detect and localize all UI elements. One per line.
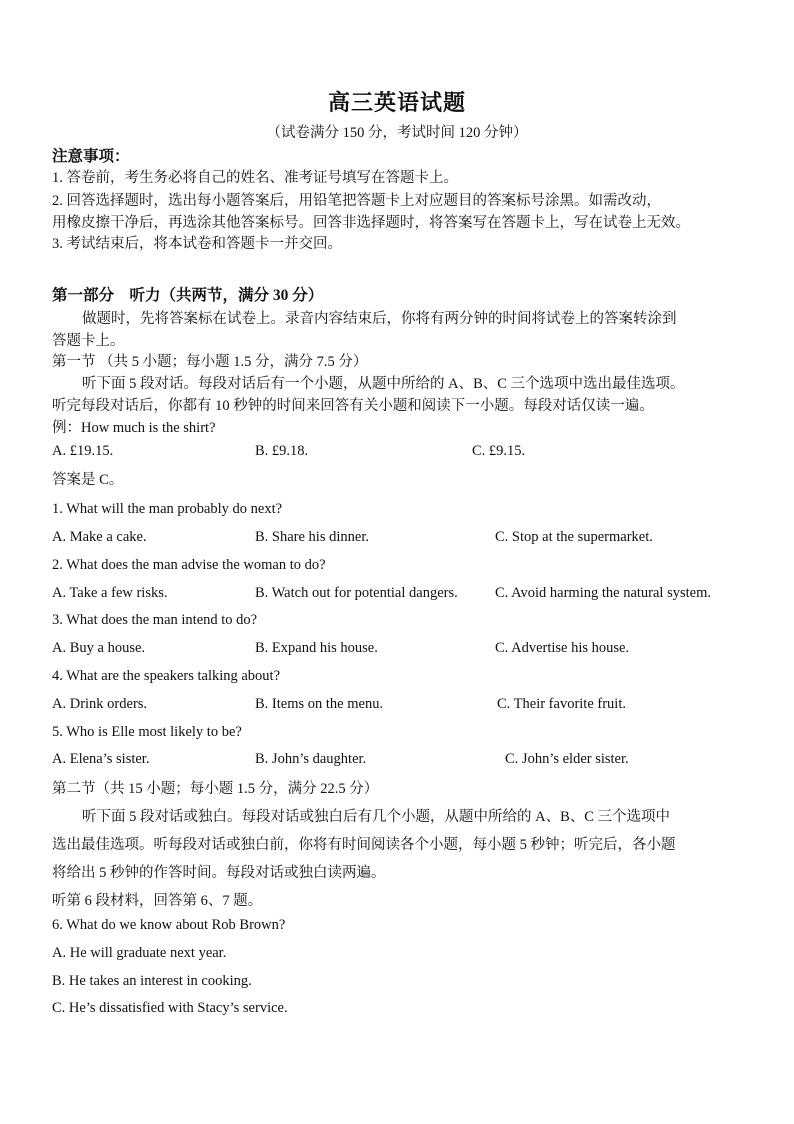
section2-instruction: 选出最佳选项。听每段对话或独白前，你将有时间阅读各个小题，每小题 5 秒钟；听完后，各小题 bbox=[52, 837, 676, 853]
question-3: 3. What does the man intend to do? bbox=[52, 612, 258, 628]
section1-instruction: 听完每段对话后，你都有 10 秒钟的时间来回答有关小题和阅读下一小题。每段对话仅读一遍。 bbox=[52, 398, 654, 414]
q3-option-b: B. Expand his house. bbox=[255, 640, 378, 656]
q5-option-c: C. John’s elder sister. bbox=[505, 751, 629, 767]
question-2: 2. What does the man advise the woman to do? bbox=[52, 557, 326, 573]
question-1: 1. What will the man probably do next? bbox=[52, 501, 283, 517]
notice-line: 用橡皮擦干净后，再选涂其他答案标号。回答非选择题时，将答案写在答题卡上，写在试卷上无效。 bbox=[52, 215, 690, 231]
q6-option-a: A. He will graduate next year. bbox=[52, 945, 227, 961]
q3-option-c: C. Advertise his house. bbox=[495, 640, 630, 656]
q6-option-c: C. He’s dissatisfied with Stacy’s service. bbox=[52, 1000, 288, 1016]
exam-info: （试卷满分 150 分，考试时间 120 分钟） bbox=[266, 125, 528, 141]
example-option-b: B. £9.18. bbox=[255, 443, 309, 459]
question-6: 6. What do we know about Rob Brown? bbox=[52, 917, 286, 933]
q2-option-a: A. Take a few risks. bbox=[52, 585, 168, 601]
q1-option-a: A. Make a cake. bbox=[52, 529, 147, 545]
section2-heading: 第二节（共 15 小题；每小题 1.5 分，满分 22.5 分） bbox=[52, 781, 379, 797]
q4-option-c: C. Their favorite fruit. bbox=[497, 696, 626, 712]
q5-option-a: A. Elena’s sister. bbox=[52, 751, 150, 767]
material-note: 听第 6 段材料，回答第 6、7 题。 bbox=[52, 893, 263, 909]
section1-heading: 第一节 （共 5 小题；每小题 1.5 分，满分 7.5 分） bbox=[52, 354, 368, 370]
question-4: 4. What are the speakers talking about? bbox=[52, 668, 281, 684]
q2-option-b: B. Watch out for potential dangers. bbox=[255, 585, 458, 601]
notice-heading: 注意事项： bbox=[52, 148, 130, 165]
example-option-c: C. £9.15. bbox=[472, 443, 526, 459]
section1-instruction: 听下面 5 段对话。每段对话后有一个小题，从题中所给的 A、B、C 三个选项中选出最佳选项。 bbox=[82, 376, 685, 392]
part1-heading: 第一部分 听力（共两节，满分 30 分） bbox=[52, 287, 324, 304]
q2-option-c: C. Avoid harming the natural system. bbox=[495, 585, 711, 601]
section2-instruction: 听下面 5 段对话或独白。每段对话或独白后有几个小题，从题中所给的 A、B、C 三个选项中 bbox=[82, 809, 671, 825]
q4-option-b: B. Items on the menu. bbox=[255, 696, 384, 712]
example-option-a: A. £19.15. bbox=[52, 443, 114, 459]
q1-option-b: B. Share his dinner. bbox=[255, 529, 369, 545]
q4-option-a: A. Drink orders. bbox=[52, 696, 148, 712]
notice-line: 3. 考试结束后，将本试卷和答题卡一并交回。 bbox=[52, 236, 342, 252]
example-question: 例：How much is the shirt? bbox=[52, 420, 216, 436]
q3-option-a: A. Buy a house. bbox=[52, 640, 146, 656]
question-5: 5. Who is Elle most likely to be? bbox=[52, 724, 242, 740]
q1-option-c: C. Stop at the supermarket. bbox=[495, 529, 653, 545]
part1-intro-line: 答题卡上。 bbox=[52, 333, 125, 349]
notice-line: 1. 答卷前，考生务必将自己的姓名、准考证号填写在答题卡上。 bbox=[52, 170, 458, 186]
notice-line: 2. 回答选择题时，选出每小题答案后，用铅笔把答题卡上对应题目的答案标号涂黑。如需改动， bbox=[52, 193, 661, 209]
q5-option-b: B. John’s daughter. bbox=[255, 751, 367, 767]
example-answer: 答案是 C。 bbox=[52, 472, 124, 488]
page-title: 高三英语试题 bbox=[327, 90, 466, 115]
part1-intro-line: 做题时，先将答案标在试卷上。录音内容结束后，你将有两分钟的时间将试卷上的答案转涂到 bbox=[82, 311, 677, 327]
section2-instruction: 将给出 5 秒钟的作答时间。每段对话或独白读两遍。 bbox=[52, 865, 386, 881]
q6-option-b: B. He takes an interest in cooking. bbox=[52, 973, 252, 989]
